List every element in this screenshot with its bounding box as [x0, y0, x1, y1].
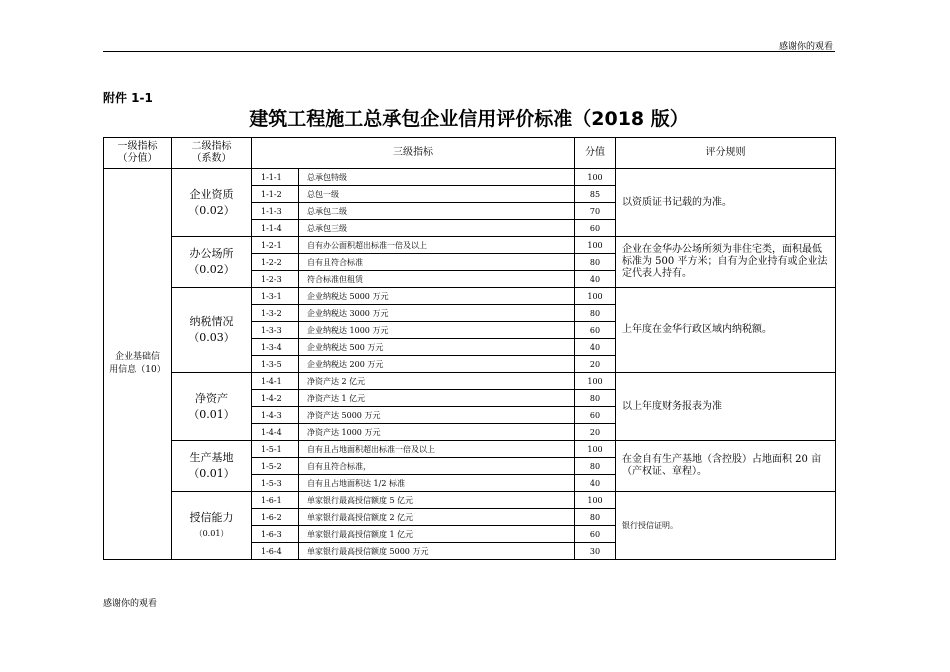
indicator-description: 自有且占地面积达 1/2 标准 — [299, 475, 575, 492]
indicator-score: 100 — [575, 169, 616, 186]
indicator-code: 1-5-1 — [252, 441, 299, 458]
indicator-description: 单家银行最高授信额度 5 亿元 — [299, 492, 575, 509]
indicator-score: 100 — [575, 373, 616, 390]
indicator-description: 企业纳税达 500 万元 — [299, 339, 575, 356]
level2-indicator — [172, 288, 252, 373]
indicator-description: 企业纳税达 1000 万元 — [299, 322, 575, 339]
indicator-description: 符合标准但租赁 — [299, 271, 575, 288]
level2-indicator-name: 纳税情况 — [189, 315, 234, 328]
indicator-description: 自有且占地面积超出标准一倍及以上 — [299, 441, 575, 458]
indicator-description: 企业纳税达 3000 万元 — [299, 305, 575, 322]
indicator-code: 1-2-2 — [252, 254, 299, 271]
indicator-code: 1-3-5 — [252, 356, 299, 373]
level2-indicator-name: 净资产 — [195, 391, 228, 405]
header-rule: 评分规则 — [616, 138, 836, 169]
table-row — [104, 169, 836, 186]
credit-evaluation-table — [103, 137, 836, 560]
indicator-code: 1-4-1 — [252, 373, 299, 390]
indicator-code: 1-3-3 — [252, 322, 299, 339]
indicator-score: 60 — [575, 322, 616, 339]
indicator-description: 自有且符合标准， — [299, 458, 575, 475]
table-row — [104, 373, 836, 390]
indicator-description: 自有办公面积超出标准一倍及以上 — [299, 237, 575, 254]
header-score: 分值 — [575, 138, 616, 169]
scoring-rule: 以资质证书记载的为准。 — [616, 169, 836, 237]
indicator-code: 1-2-3 — [252, 271, 299, 288]
level2-indicator-name: 企业资质 — [189, 187, 234, 201]
indicator-code: 1-4-2 — [252, 390, 299, 407]
indicator-description: 总承包特级 — [299, 169, 575, 186]
header-level3: 三级指标 — [252, 138, 575, 169]
level2-indicator-coefficient: （0.01） — [188, 467, 235, 480]
level2-indicator-coefficient: （0.01） — [194, 528, 229, 538]
table-header-row — [104, 138, 836, 169]
indicator-description: 净资产达 2 亿元 — [299, 373, 575, 390]
level2-indicator — [172, 492, 252, 560]
indicator-description: 净资产达 1000 万元 — [299, 424, 575, 441]
indicator-code: 1-1-4 — [252, 220, 299, 237]
indicator-code: 1-6-4 — [252, 543, 299, 560]
attachment-label: 附件 1-1 — [103, 91, 153, 105]
level2-indicator-coefficient: （0.03） — [188, 331, 235, 344]
page-footer-text: 感谢你的观看 — [103, 599, 158, 609]
level1-indicator-line: 用信息（10） — [109, 365, 166, 375]
page-title: 建筑工程施工总承包企业信用评价标准（2018 版） — [249, 108, 689, 130]
indicator-description: 总承包三级 — [299, 220, 575, 237]
header-level1: 一级指标 （分值） — [104, 138, 172, 169]
indicator-score: 85 — [575, 186, 616, 203]
indicator-score: 40 — [575, 271, 616, 288]
indicator-description: 总包一级 — [299, 186, 575, 203]
level2-indicator — [172, 441, 252, 492]
level2-indicator-name: 办公场所 — [189, 247, 234, 260]
indicator-code: 1-3-1 — [252, 288, 299, 305]
table-row — [104, 237, 836, 254]
indicator-score: 20 — [575, 424, 616, 441]
indicator-score: 100 — [575, 288, 616, 305]
indicator-score: 70 — [575, 203, 616, 220]
indicator-score: 100 — [575, 492, 616, 509]
indicator-code: 1-6-1 — [252, 492, 299, 509]
indicator-description: 总承包二级 — [299, 203, 575, 220]
level2-indicator-coefficient: （0.01） — [188, 407, 235, 421]
indicator-score: 80 — [575, 254, 616, 271]
indicator-code: 1-6-3 — [252, 526, 299, 543]
indicator-code: 1-2-1 — [252, 237, 299, 254]
indicator-code: 1-6-2 — [252, 509, 299, 526]
table-row — [104, 441, 836, 458]
indicator-description: 企业纳税达 200 万元 — [299, 356, 575, 373]
level2-indicator-coefficient: （0.02） — [188, 263, 235, 276]
indicator-code: 1-5-3 — [252, 475, 299, 492]
scoring-rule: 上年度在金华行政区域内纳税额。 — [616, 288, 836, 373]
table-row — [104, 492, 836, 509]
indicator-description: 自有且符合标准 — [299, 254, 575, 271]
indicator-score: 60 — [575, 220, 616, 237]
indicator-description: 单家银行最高授信额度 1 亿元 — [299, 526, 575, 543]
level2-indicator — [172, 373, 252, 441]
indicator-code: 1-1-3 — [252, 203, 299, 220]
page-header-text: 感谢你的观看 — [778, 42, 833, 52]
indicator-code: 1-4-3 — [252, 407, 299, 424]
indicator-code: 1-3-2 — [252, 305, 299, 322]
level2-indicator-name: 生产基地 — [189, 451, 234, 464]
level2-indicator — [172, 237, 252, 288]
indicator-score: 80 — [575, 305, 616, 322]
scoring-rule: 银行授信证明。 — [616, 492, 836, 560]
indicator-code: 1-4-4 — [252, 424, 299, 441]
indicator-score: 80 — [575, 509, 616, 526]
indicator-score: 40 — [575, 475, 616, 492]
indicator-description: 单家银行最高授信额度 2 亿元 — [299, 509, 575, 526]
level1-indicator — [104, 169, 172, 560]
indicator-description: 净资产达 5000 万元 — [299, 407, 575, 424]
indicator-score: 100 — [575, 441, 616, 458]
header-divider — [103, 51, 835, 52]
indicator-description: 单家银行最高授信额度 5000 万元 — [299, 543, 575, 560]
indicator-code: 1-3-4 — [252, 339, 299, 356]
indicator-code: 1-5-2 — [252, 458, 299, 475]
table-row — [104, 288, 836, 305]
indicator-description: 企业纳税达 5000 万元 — [299, 288, 575, 305]
level2-indicator — [172, 169, 252, 237]
level2-indicator-name: 授信能力 — [189, 510, 234, 524]
indicator-score: 20 — [575, 356, 616, 373]
level2-indicator-coefficient: （0.02） — [188, 203, 235, 217]
level1-indicator-line: 企业基础信 — [114, 352, 160, 362]
indicator-code: 1-1-1 — [252, 169, 299, 186]
indicator-score: 40 — [575, 339, 616, 356]
indicator-description: 净资产达 1 亿元 — [299, 390, 575, 407]
indicator-score: 60 — [575, 526, 616, 543]
indicator-score: 100 — [575, 237, 616, 254]
scoring-rule: 在金自有生产基地（含控股）占地面积 20 亩（产权证、章程）。 — [616, 441, 836, 492]
indicator-score: 30 — [575, 543, 616, 560]
indicator-score: 80 — [575, 390, 616, 407]
scoring-rule: 以上年度财务报表为准 — [616, 373, 836, 441]
scoring-rule: 企业在金华办公场所须为非住宅类，面积最低标准为 500 平方米；自有为企业持有或企业法定代表人持有。 — [616, 237, 836, 288]
header-level2: 二级指标 （系数） — [172, 138, 252, 169]
table-body — [104, 169, 836, 560]
indicator-code: 1-1-2 — [252, 186, 299, 203]
indicator-score: 60 — [575, 407, 616, 424]
indicator-score: 80 — [575, 458, 616, 475]
